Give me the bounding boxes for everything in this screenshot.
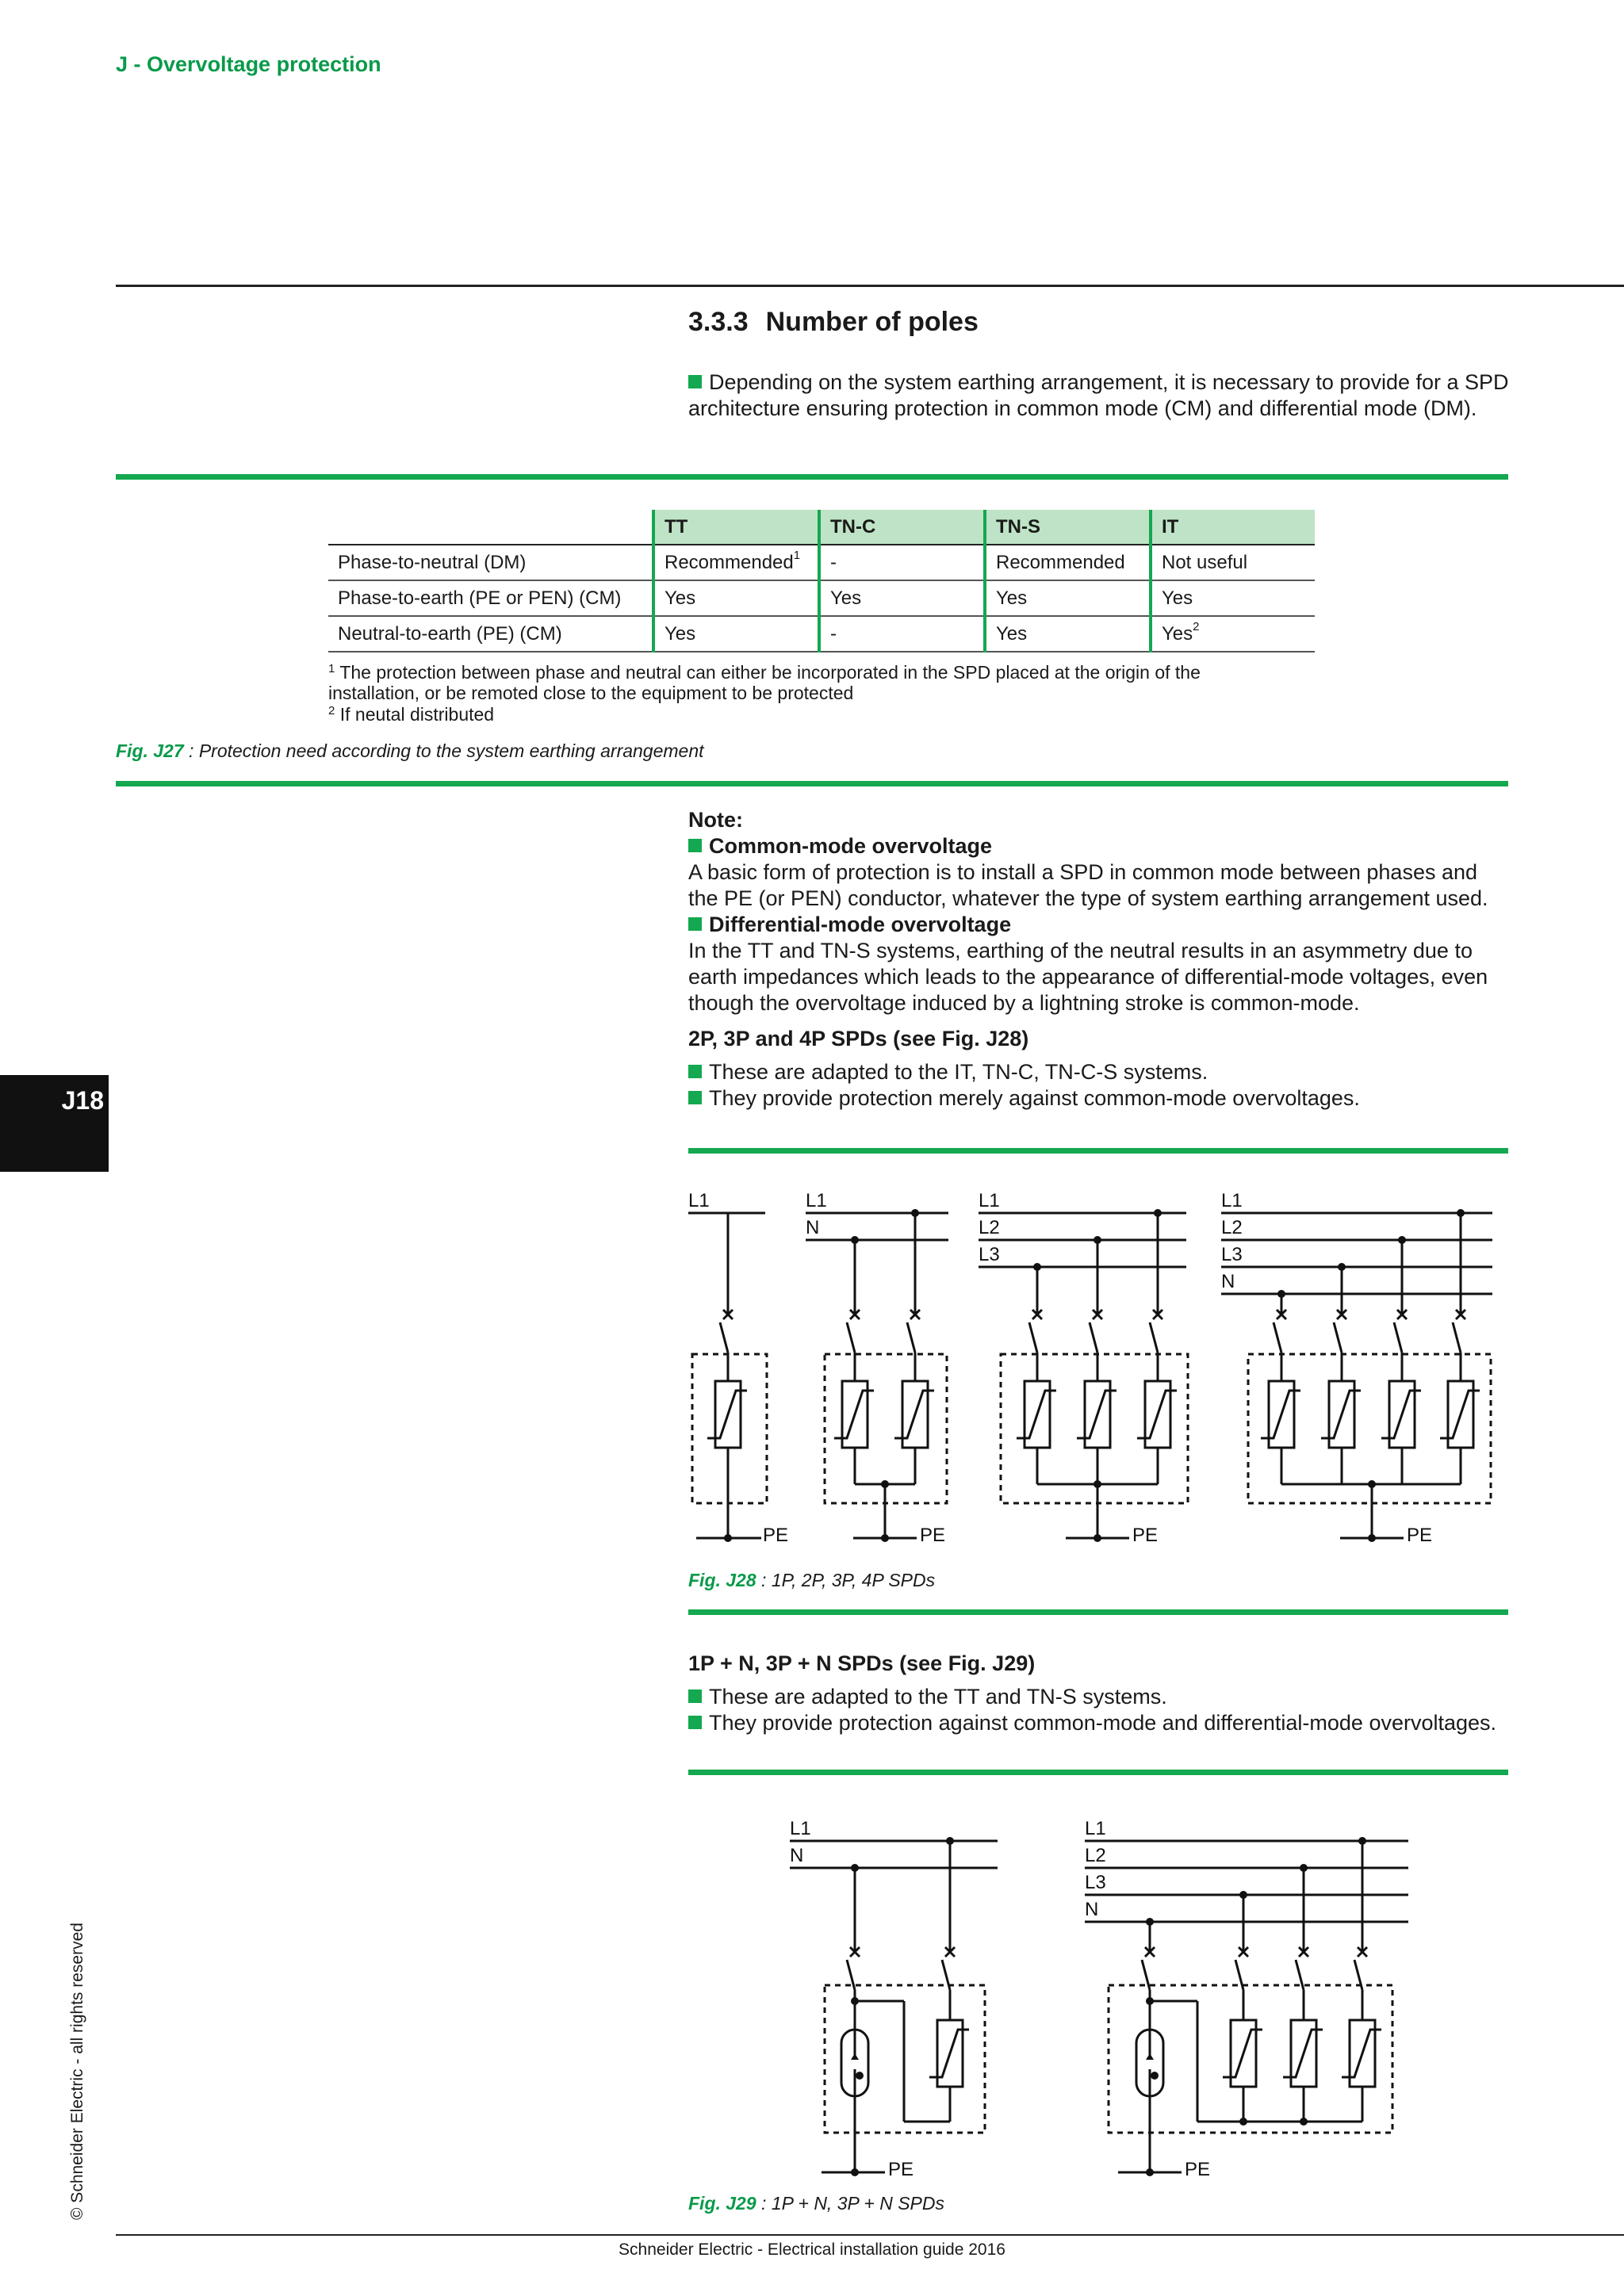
table-header-it: IT	[1151, 510, 1315, 545]
svg-text:L2: L2	[1221, 1217, 1243, 1238]
cell-tnc: Yes	[819, 580, 985, 616]
svg-text:N: N	[1085, 1899, 1099, 1920]
section-title-text: Number of poles	[765, 307, 979, 337]
note-title: Note:	[688, 808, 743, 832]
svg-text:PE: PE	[1185, 2159, 1211, 2180]
cm-text: A basic form of protection is to install a SPD in common mode between phases and the PE (or PEN) conductor, whatever the type of system earthing arrangement used.	[688, 860, 1488, 910]
svg-text:N: N	[1221, 1271, 1235, 1292]
footer: Schneider Electric - Electrical installation guide 2016	[619, 2241, 1005, 2259]
svg-text:L3: L3	[1221, 1244, 1243, 1265]
green-rule-4	[688, 1609, 1508, 1615]
svg-text:L1: L1	[688, 1190, 710, 1211]
page-tab: J18	[0, 1075, 109, 1172]
fig-j29-caption: Fig. J29 : 1P + N, 3P + N SPDs	[688, 2193, 944, 2214]
cell-tns: Yes	[985, 616, 1151, 652]
dm-text: In the TT and TN-S systems, earthing of the neutral results in an asymmetry due to earth impedances which leads to the appearance of differential-mode voltages, even though the overvoltage induced by a lightning stroke is common-mode.	[688, 939, 1488, 1015]
table-header-tnc: TN-C	[819, 510, 985, 545]
cell-tt: Yes	[653, 616, 819, 652]
spd-2p-bullet-2: They provide protection merely against common-mode overvoltages.	[688, 1085, 1513, 1112]
bottom-rule	[116, 2234, 1624, 2236]
row-label: Neutral-to-earth (PE) (CM)	[328, 616, 653, 652]
table-header-tns: TN-S	[985, 510, 1151, 545]
svg-text:PE: PE	[920, 1525, 946, 1546]
svg-text:L1: L1	[1085, 1818, 1106, 1839]
intro-text: Depending on the system earthing arrangement, it is necessary to provide for a SPD architecture ensuring protection in common mode (CM) and differential mode (DM).	[688, 370, 1509, 420]
svg-text:N: N	[790, 1845, 804, 1866]
green-rule-5	[688, 1770, 1508, 1775]
cell-tnc: -	[819, 616, 985, 652]
svg-text:L1: L1	[790, 1818, 811, 1839]
svg-text:L1: L1	[806, 1190, 827, 1211]
section-number: 3.3.3	[688, 307, 749, 337]
spd-2p-bullet-1: These are adapted to the IT, TN-C, TN-C-S systems.	[688, 1059, 1513, 1085]
fig-j27-caption: Fig. J27 : Protection need according to the system earthing arrangement	[116, 740, 704, 761]
svg-text:PE: PE	[888, 2159, 914, 2180]
svg-text:L3: L3	[1085, 1872, 1106, 1893]
row-label: Phase-to-neutral (DM)	[328, 545, 653, 580]
cell-it: Not useful	[1151, 545, 1315, 580]
svg-text:PE: PE	[763, 1525, 789, 1546]
bullet-square-icon	[688, 1689, 702, 1703]
svg-text:PE: PE	[1407, 1525, 1433, 1546]
svg-text:L2: L2	[1085, 1845, 1106, 1866]
dm-title: Differential-mode overvoltage	[688, 912, 1513, 938]
spd-2p-heading: 2P, 3P and 4P SPDs (see Fig. J28)	[688, 1027, 1029, 1050]
cell-tns: Recommended	[985, 545, 1151, 580]
cm-title: Common-mode overvoltage	[688, 833, 1513, 859]
bullet-square-icon	[688, 1716, 702, 1729]
chapter-header: J - Overvoltage protection	[116, 52, 381, 76]
row-label: Phase-to-earth (PE or PEN) (CM)	[328, 580, 653, 616]
svg-text:L1: L1	[979, 1190, 1000, 1211]
cell-tt: Recommended$^1$	[653, 545, 819, 580]
fig-j28-caption: Fig. J28 : 1P, 2P, 3P, 4P SPDs	[688, 1570, 936, 1590]
spd-1pn-bullet-1: These are adapted to the TT and TN-S systems.	[688, 1684, 1513, 1710]
svg-text:L1: L1	[1221, 1190, 1243, 1211]
svg-text:L3: L3	[979, 1244, 1000, 1265]
svg-text:PE: PE	[1132, 1525, 1159, 1546]
cell-tns: Yes	[985, 580, 1151, 616]
svg-text:L2: L2	[979, 1217, 1000, 1238]
spd-1pn-heading: 1P + N, 3P + N SPDs (see Fig. J29)	[688, 1651, 1036, 1675]
table-header-tt: TT	[653, 510, 819, 545]
cell-it: Yes	[1151, 580, 1315, 616]
copyright: © Schneider Electric - all rights reserved	[68, 1923, 86, 2220]
footnote-2: $^2$ If neutal distributed	[328, 704, 495, 725]
svg-text:N: N	[806, 1217, 820, 1238]
footnote-1: $^1$ The protection between phase and neutral can either be incorporated in the SPD placed at the origin of the installation, or be remoted close to the equipment to be protected	[328, 662, 1201, 703]
cell-it: Yes$^2$	[1151, 616, 1315, 652]
cell-tt: Yes	[653, 580, 819, 616]
spd-1pn-bullet-2: They provide protection against common-mode and differential-mode overvoltages.	[688, 1710, 1513, 1736]
spd-1pn-block	[688, 1651, 1513, 1736]
cell-tnc: -	[819, 545, 985, 580]
